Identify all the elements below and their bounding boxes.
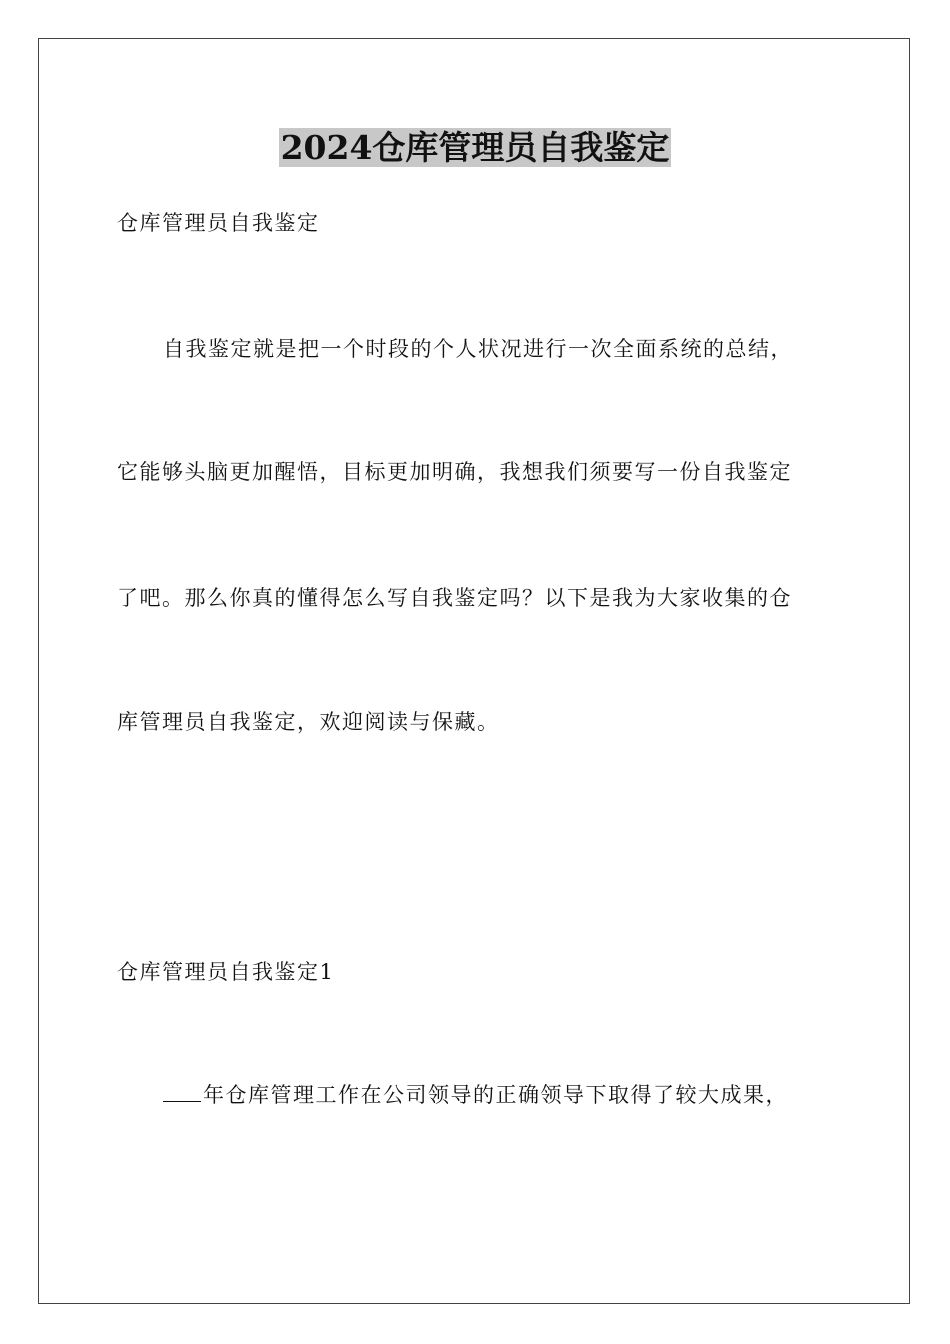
intro-paragraph-line: 自我鉴定就是把一个时段的个人状况进行一次全面系统的总结， xyxy=(163,337,793,361)
document-subtitle: 仓库管理员自我鉴定 xyxy=(117,211,320,235)
intro-paragraph-line: 库管理员自我鉴定，欢迎阅读与保藏。 xyxy=(117,710,500,734)
section-paragraph-text: 年仓库管理工作在公司领导的正确领导下取得了较大成果， xyxy=(203,1083,788,1107)
document-title xyxy=(0,128,950,168)
section-paragraph-line xyxy=(163,1080,788,1110)
section-heading: 仓库管理员自我鉴定1 xyxy=(117,960,335,984)
fill-in-blank xyxy=(163,1083,201,1102)
document-title-text: 2024仓库管理员自我鉴定 xyxy=(280,128,670,167)
intro-paragraph-line: 了吧。那么你真的懂得怎么写自我鉴定吗？以下是我为大家收集的仓 xyxy=(117,586,792,610)
intro-paragraph-line: 它能够头脑更加醒悟，目标更加明确，我想我们须要写一份自我鉴定 xyxy=(117,460,792,484)
